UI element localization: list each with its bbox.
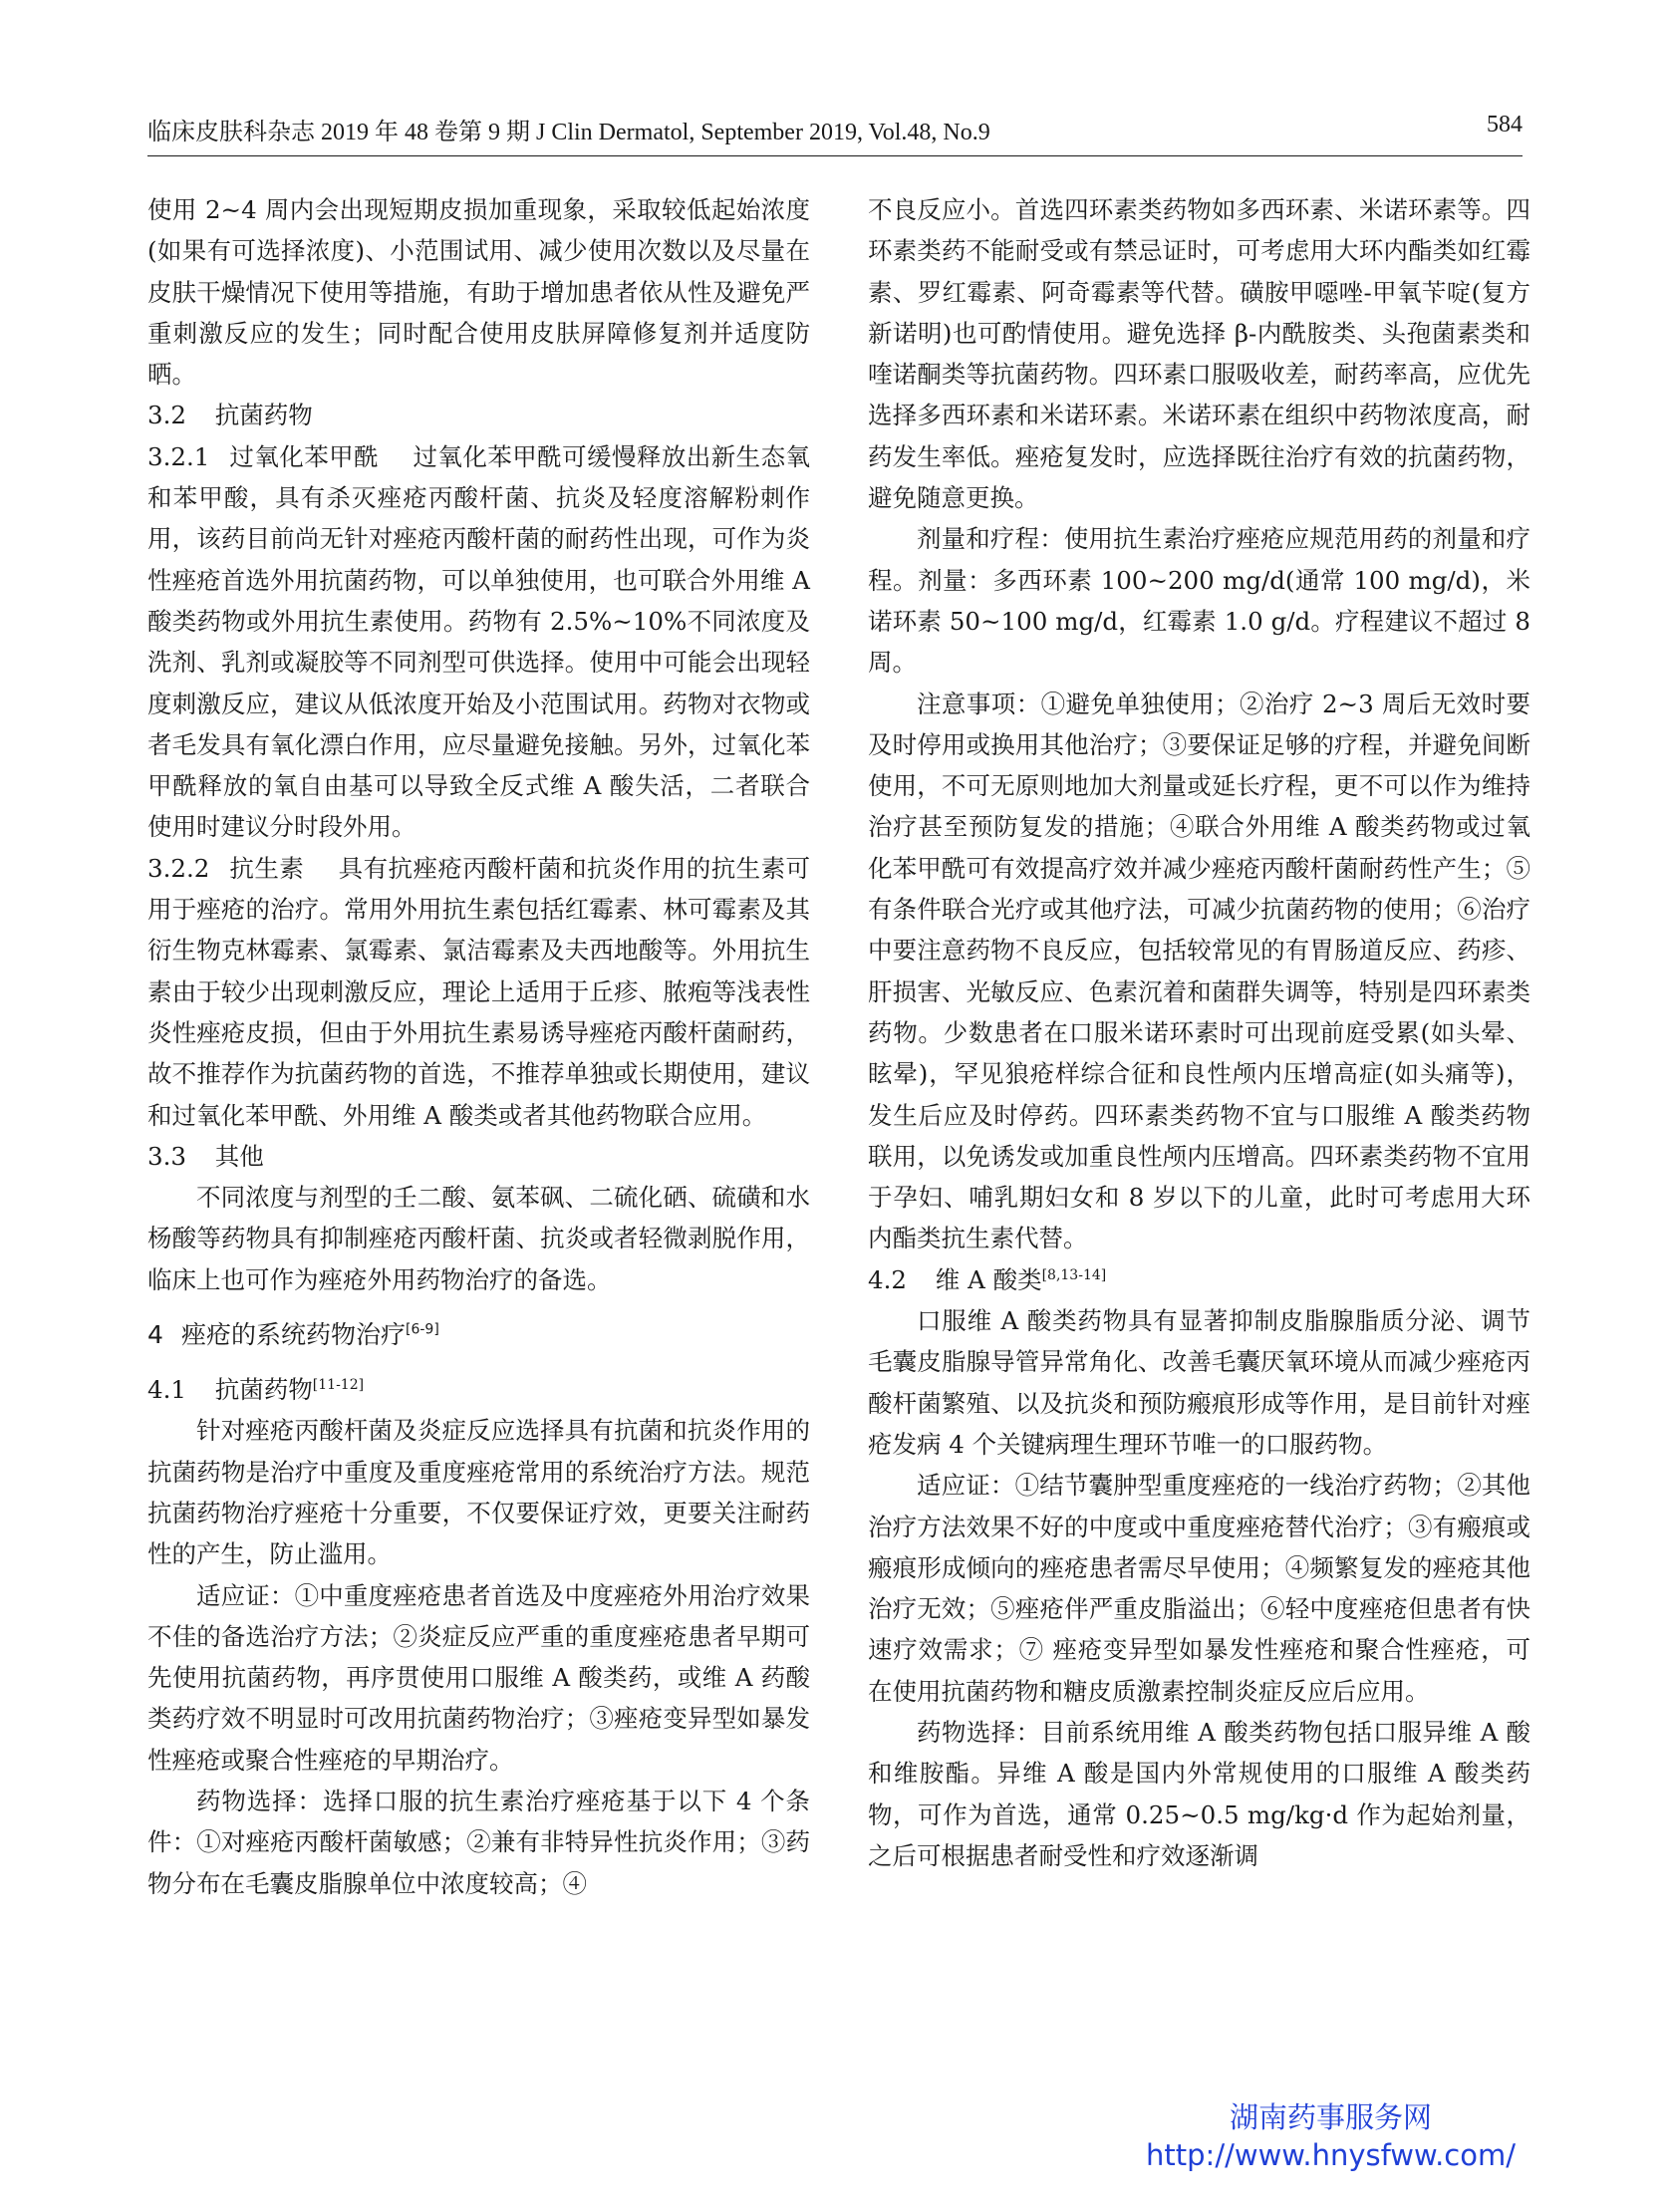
- subsection-title: 抗生素: [229, 853, 305, 883]
- citation-ref: [6-9]: [406, 1321, 439, 1338]
- subsection-number: 3.2.1: [147, 441, 210, 471]
- left-column: [147, 189, 810, 1904]
- section-heading-4-2: [868, 1259, 1530, 1300]
- paragraph: 口服维 A 酸类药物具有显著抑制皮脂腺脂质分泌、调节毛囊皮脂腺导管异常角化、改善毛囊厌氧环境从而减少痤疮丙酸杆菌繁殖、以及抗炎和预防瘢痕形成等作用，是目前针对痤疮发病 4 个关键病理生理环节唯一的口服药物。: [868, 1306, 1530, 1459]
- citation-ref: [8,13-14]: [1041, 1266, 1107, 1283]
- section-number: 3.3: [147, 1141, 186, 1171]
- section-title: 其他: [214, 1141, 264, 1171]
- paragraph: 药物选择：目前系统用维 A 酸类药物包括口服异维 A 酸和维胺酯。异维 A 酸是国内外常规使用的口服维 A 酸类药物，可作为首选，通常 0.25~0.5 mg/kg·d 作为起始剂量，之后可根据患者耐受性和疗效逐渐调: [868, 1717, 1530, 1870]
- header-rule: [147, 155, 1523, 156]
- right-column: [868, 189, 1530, 1876]
- paragraph: 不同浓度与剂型的壬二酸、氨苯砜、二硫化硒、硫磺和水杨酸等药物具有抑制痤疮丙酸杆菌、抗炎或者轻微剥脱作用，临床上也可作为痤疮外用药物治疗的备选。: [147, 1183, 810, 1294]
- section-title: 维 A 酸类: [935, 1264, 1042, 1294]
- paragraph: 不良反应小。首选四环素类药物如多西环素、米诺环素等。四环素类药不能耐受或有禁忌证时，可考虑用大环内酯类如红霉素、罗红霉素、阿奇霉素等代替。磺胺甲噁唑-甲氧苄啶(复方新诺明)也可酌情使用。避免选择 β-内酰胺类、头孢菌素类和喹诺酮类等抗菌药物。四环素口服吸收差，耐药率高，应优先选择多西环素和米诺环素。米诺环素在组织中药物浓度高，耐药发生率低。痤疮复发时，应选择既往治疗有效的抗菌药物，避免随意更换。: [868, 195, 1530, 513]
- journal-citation: 临床皮肤科杂志 2019 年 48 卷第 9 期 J Clin Dermatol, September 2019, Vol.48, No.9: [147, 120, 990, 145]
- section-number: 4.1: [147, 1375, 186, 1405]
- subsection-title: 过氧化苯甲酰: [229, 441, 380, 471]
- section-title: 抗菌药物: [214, 1375, 313, 1405]
- subsection-3-2-1: [147, 436, 810, 848]
- watermark-url[interactable]: http://www.hnysfww.com/: [1146, 2138, 1516, 2172]
- citation-ref: [11-12]: [312, 1376, 365, 1393]
- section-heading-3-2: [147, 395, 810, 435]
- section-heading-3-3: [147, 1136, 810, 1177]
- paragraph: 药物选择：选择口服的抗生素治疗痤疮基于以下 4 个条件：①对痤疮丙酸杆菌敏感；②兼有非特异性抗炎作用；③药物分布在毛囊皮脂腺单位中浓度较高；④: [147, 1786, 810, 1898]
- paragraph: 针对痤疮丙酸杆菌及炎症反应选择具有抗菌和抗炎作用的抗菌药物是治疗中重度及重度痤疮常用的系统治疗方法。规范抗菌药物治疗痤疮十分重要，不仅要保证疗效，更要关注耐药性的产生，防止滥用。: [147, 1416, 810, 1569]
- paragraph: 适应证：①中重度痤疮患者首选及中度痤疮外用治疗效果不佳的备选治疗方法；②炎症反应严重的重度痤疮患者早期可先使用抗菌药物，再序贯使用口服维 A 酸类药，或维 A 药酸类药疗效不明显时可改用抗菌药物治疗；③痤疮变异型如暴发性痤疮或聚合性痤疮的早期治疗。: [147, 1580, 810, 1775]
- paragraph: 使用 2~4 周内会出现短期皮损加重现象，采取较低起始浓度(如果有可选择浓度)、小范围试用、减少使用次数以及尽量在皮肤干燥情况下使用等措施，有助于增加患者依从性及避免严重刺激反应的发生；同时配合使用皮肤屏障修复剂并适度防晒。: [147, 195, 810, 390]
- watermark-site-name: 湖南药事服务网: [1230, 2100, 1433, 2134]
- running-header: [147, 112, 1523, 151]
- page-number: 584: [1487, 112, 1523, 138]
- paragraph: 过氧化苯甲酰可缓慢释放出新生态氧和苯甲酸，具有杀灭痤疮丙酸杆菌、抗炎及轻度溶解粉刺作用，该药目前尚无针对痤疮丙酸杆菌的耐药性出现，可作为炎性痤疮首选外用抗菌药物，可以单独使用，也可联合外用维 A 酸类药物或外用抗生素使用。药物有 2.5%~10%不同浓度及洗剂、乳剂或凝胶等不同剂型可供选择。使用中可能会出现轻度刺激反应，建议从低浓度开始及小范围试用。药物对衣物或者毛发具有氧化漂白作用，应尽量避免接触。另外，过氧化苯甲酰释放的氧自由基可以导致全反式维 A 酸失活，二者联合使用时建议分时段外用。: [147, 441, 811, 842]
- subsection-3-2-2: [147, 848, 810, 1136]
- section-number: 4: [147, 1320, 163, 1350]
- paragraph: 具有抗痤疮丙酸杆菌和抗炎作用的抗生素可用于痤疮的治疗。常用外用抗生素包括红霉素、林可霉素及其衍生物克林霉素、氯霉素、氯洁霉素及夫西地酸等。外用抗生素由于较少出现刺激反应，理论上适用于丘疹、脓疱等浅表性炎性痤疮皮损，但由于外用抗生素易诱导痤疮丙酸杆菌耐药，故不推荐作为抗菌药物的首选，不推荐单独或长期使用，建议和过氧化苯甲酰、外用维 A 酸类或者其他药物联合应用。: [147, 853, 811, 1130]
- section-title: 抗菌药物: [214, 401, 313, 430]
- paragraph: 注意事项：①避免单独使用；②治疗 2~3 周后无效时要及时停用或换用其他治疗；③要保证足够的疗程，并避免间断使用，不可无原则地加大剂量或延长疗程，更不可以作为维持治疗甚至预防复发的措施；④联合外用维 A 酸类药物或过氧化苯甲酰可有效提高疗效并减少痤疮丙酸杆菌耐药性产生；⑤有条件联合光疗或其他疗法，可减少抗菌药物的使用；⑥治疗中要注意药物不良反应，包括较常见的有胃肠道反应、药疹、肝损害、光敏反应、色素沉着和菌群失调等，特别是四环素类药物。少数患者在口服米诺环素时可出现前庭受累(如头晕、眩晕)，罕见狼疮样综合征和良性颅内压增高症(如头痛等)，发生后应及时停药。四环素类药物不宜与口服维 A 酸类药物联用，以免诱发或加重良性颅内压增高。四环素类药物不宜用于孕妇、哺乳期妇女和 8 岁以下的儿童，此时可考虑用大环内酯类抗生素代替。: [868, 689, 1530, 1253]
- section-number: 4.2: [868, 1264, 907, 1294]
- section-number: 3.2: [147, 401, 186, 430]
- section-title: 痤疮的系统药物治疗: [181, 1320, 407, 1350]
- subsection-number: 3.2.2: [147, 853, 210, 883]
- paragraph: 适应证：①结节囊肿型重度痤疮的一线治疗药物；②其他治疗方法效果不好的中度或中重度痤疮替代治疗；③有瘢痕或瘢痕形成倾向的痤疮患者需尽早使用；④频繁复发的痤疮其他治疗无效；⑤痤疮伴严重皮脂溢出；⑥轻中度痤疮但患者有快速疗效需求；⑦ 痤疮变异型如暴发性痤疮和聚合性痤疮，可在使用抗菌药物和糖皮质激素控制炎症反应后应用。: [868, 1471, 1530, 1706]
- watermark: [1146, 2098, 1516, 2174]
- section-heading-4: [147, 1314, 810, 1355]
- section-heading-4-1: [147, 1369, 810, 1410]
- paragraph: 剂量和疗程：使用抗生素治疗痤疮应规范用药的剂量和疗程。剂量：多西环素 100~200 mg/d(通常 100 mg/d)，米诺环素 50~100 mg/d，红霉素 1.0 g/d。疗程建议不超过 8 周。: [868, 524, 1530, 678]
